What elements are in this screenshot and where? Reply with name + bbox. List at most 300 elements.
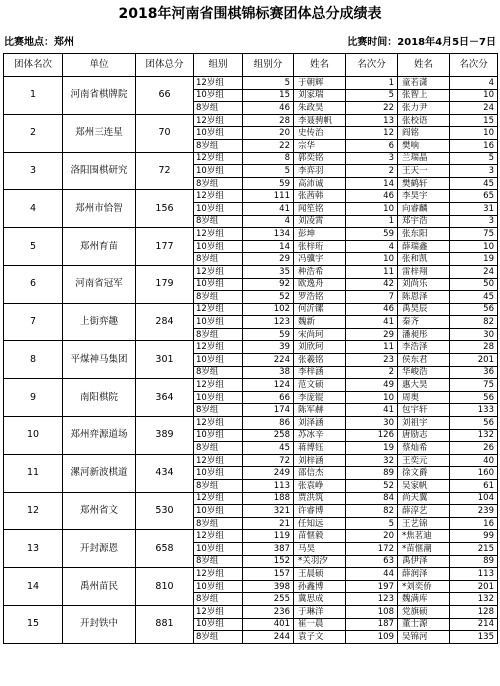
group-cell: 12岁组 <box>194 530 243 543</box>
rank-score-cell: 132 <box>450 593 498 606</box>
player-name-cell: 张力尹 <box>398 102 450 115</box>
player-name-cell: 张东阳 <box>398 228 450 241</box>
player-name-cell: 华峻浩 <box>398 366 450 379</box>
table-row <box>4 454 498 467</box>
player-name-cell: 向睿麟 <box>398 202 450 215</box>
table-row <box>4 379 498 392</box>
group-cell: 12岁组 <box>194 303 243 316</box>
player-name-cell: 吴家帆 <box>398 480 450 493</box>
group-cell: 8岁组 <box>194 215 243 228</box>
team-unit-cell: 郑州育苗 <box>63 228 136 266</box>
team-rank-cell: 9 <box>4 379 63 417</box>
table-row <box>4 77 498 90</box>
team-rank-cell: 8 <box>4 341 63 379</box>
rank-score-cell: 135 <box>450 631 498 644</box>
rank-score-cell: 31 <box>450 202 498 215</box>
rank-score-cell: 104 <box>450 492 498 505</box>
player-name-cell: 王奕元 <box>398 454 450 467</box>
group-score-cell: 174 <box>243 404 294 417</box>
player-name-cell: 郑宇浩 <box>398 215 450 228</box>
header-cell: 团体总分 <box>136 54 194 77</box>
group-score-cell: 92 <box>243 278 294 291</box>
player-name-cell: 任知远 <box>294 517 346 530</box>
team-unit-cell: 郑州三连星 <box>63 114 136 152</box>
team-total-cell: 530 <box>136 492 194 530</box>
player-name-cell: 种浩希 <box>294 265 346 278</box>
rank-score-cell: 61 <box>450 480 498 493</box>
group-score-cell: 59 <box>243 177 294 190</box>
team-rank-cell: 5 <box>4 228 63 266</box>
rank-score-cell: 6 <box>346 139 398 152</box>
group-score-cell: 244 <box>243 631 294 644</box>
rank-score-cell: 3 <box>450 215 498 228</box>
group-score-cell: 5 <box>243 165 294 178</box>
player-name-cell: 樊响 <box>398 139 450 152</box>
rank-score-cell: 10 <box>346 202 398 215</box>
group-score-cell: 249 <box>243 467 294 480</box>
player-name-cell: 马昊 <box>294 542 346 555</box>
team-unit-cell: 漯河新波棋道 <box>63 454 136 492</box>
rank-score-cell: 172 <box>346 542 398 555</box>
player-name-cell: 刘梓涵 <box>294 454 346 467</box>
rank-score-cell: 56 <box>450 417 498 430</box>
rank-score-cell: 5 <box>450 152 498 165</box>
rank-score-cell: 108 <box>346 605 398 618</box>
rank-score-cell: 12 <box>346 127 398 140</box>
rank-score-cell: 29 <box>346 328 398 341</box>
player-name-cell: 吴锦河 <box>398 631 450 644</box>
player-name-cell: 张梓珩 <box>294 240 346 253</box>
group-cell: 10岁组 <box>194 240 243 253</box>
group-cell: 10岁组 <box>194 429 243 442</box>
group-score-cell: 102 <box>243 303 294 316</box>
rank-score-cell: 109 <box>346 631 398 644</box>
rank-score-cell: 11 <box>346 341 398 354</box>
results-table <box>3 53 498 644</box>
group-score-cell: 35 <box>243 265 294 278</box>
player-name-cell: 陈军赫 <box>294 404 346 417</box>
rank-score-cell: 239 <box>450 505 498 518</box>
header-cell: 姓名 <box>294 54 346 77</box>
player-name-cell: 高沛诚 <box>294 177 346 190</box>
player-name-cell: 冀思成 <box>294 593 346 606</box>
rank-score-cell: 26 <box>450 442 498 455</box>
rank-score-cell: 2 <box>346 366 398 379</box>
rank-score-cell: 15 <box>450 114 498 127</box>
group-cell: 8岁组 <box>194 631 243 644</box>
player-name-cell: *苗惬潮 <box>398 542 450 555</box>
team-rank-cell: 6 <box>4 265 63 303</box>
player-name-cell: 崔一晨 <box>294 618 346 631</box>
header-cell: 名次分 <box>450 54 498 77</box>
team-total-cell: 177 <box>136 228 194 266</box>
rank-score-cell: 214 <box>450 618 498 631</box>
rank-score-cell: 56 <box>450 303 498 316</box>
table-row <box>4 341 498 354</box>
group-cell: 12岁组 <box>194 265 243 278</box>
group-cell: 12岁组 <box>194 417 243 430</box>
team-rank-cell: 1 <box>4 77 63 115</box>
header-cell: 组别分 <box>243 54 294 77</box>
player-name-cell: 唐励志 <box>398 429 450 442</box>
rank-score-cell: 32 <box>346 454 398 467</box>
group-score-cell: 258 <box>243 429 294 442</box>
rank-score-cell: 20 <box>346 530 398 543</box>
player-name-cell: 阎铭 <box>398 127 450 140</box>
team-unit-cell: 南阳棋院 <box>63 379 136 417</box>
group-score-cell: 15 <box>243 89 294 102</box>
group-score-cell: 401 <box>243 618 294 631</box>
rank-score-cell: 1 <box>346 215 398 228</box>
player-name-cell: 张茜韩 <box>294 190 346 203</box>
header-cell: 组别 <box>194 54 243 77</box>
team-rank-cell: 12 <box>4 492 63 530</box>
rank-score-cell: 4 <box>450 77 498 90</box>
team-total-cell: 70 <box>136 114 194 152</box>
rank-score-cell: 24 <box>450 102 498 115</box>
group-score-cell: 387 <box>243 542 294 555</box>
rank-score-cell: 23 <box>346 354 398 367</box>
rank-score-cell: 45 <box>450 177 498 190</box>
player-name-cell: 刘祖宇 <box>398 417 450 430</box>
group-cell: 12岁组 <box>194 77 243 90</box>
rank-score-cell: 42 <box>346 278 398 291</box>
team-total-cell: 881 <box>136 605 194 643</box>
rank-score-cell: 132 <box>450 429 498 442</box>
group-score-cell: 39 <box>243 341 294 354</box>
group-score-cell: 59 <box>243 328 294 341</box>
player-name-cell: 张智上 <box>398 89 450 102</box>
player-name-cell: *刘奕侨 <box>398 580 450 593</box>
group-score-cell: 398 <box>243 580 294 593</box>
player-name-cell: 党旗硕 <box>398 605 450 618</box>
rank-score-cell: 99 <box>450 530 498 543</box>
header-cell: 团体名次 <box>4 54 63 77</box>
player-name-cell: 于琳洋 <box>294 605 346 618</box>
rank-score-cell: 65 <box>450 190 498 203</box>
player-name-cell: 董士源 <box>398 618 450 631</box>
group-score-cell: 236 <box>243 605 294 618</box>
player-name-cell: 宋尚珂 <box>294 328 346 341</box>
player-name-cell: 史传治 <box>294 127 346 140</box>
team-total-cell: 179 <box>136 265 194 303</box>
player-name-cell: 魏新 <box>294 316 346 329</box>
group-score-cell: 134 <box>243 228 294 241</box>
rank-score-cell: 44 <box>346 568 398 581</box>
team-rank-cell: 10 <box>4 417 63 455</box>
group-cell: 12岁组 <box>194 190 243 203</box>
player-name-cell: *关羽汐 <box>294 555 346 568</box>
table-row <box>4 530 498 543</box>
player-name-cell: 邵信杰 <box>294 467 346 480</box>
rank-score-cell: 128 <box>450 605 498 618</box>
player-name-cell: 欧逸舟 <box>294 278 346 291</box>
player-name-cell: 罗浩铭 <box>294 291 346 304</box>
player-name-cell: 李梓涵 <box>294 366 346 379</box>
rank-score-cell: 5 <box>346 89 398 102</box>
team-unit-cell: 郑州市恰智 <box>63 190 136 228</box>
group-score-cell: 41 <box>243 202 294 215</box>
player-name-cell: 兰瑞晶 <box>398 152 450 165</box>
rank-score-cell: 30 <box>346 417 398 430</box>
rank-score-cell: 5 <box>346 517 398 530</box>
team-rank-cell: 13 <box>4 530 63 568</box>
group-cell: 8岁组 <box>194 328 243 341</box>
table-row <box>4 190 498 203</box>
header-cell: 单位 <box>63 54 136 77</box>
group-score-cell: 111 <box>243 190 294 203</box>
group-cell: 10岁组 <box>194 354 243 367</box>
rank-score-cell: 4 <box>346 240 398 253</box>
group-cell: 8岁组 <box>194 366 243 379</box>
team-total-cell: 810 <box>136 568 194 606</box>
rank-score-cell: 11 <box>346 265 398 278</box>
player-name-cell: 李弈羽 <box>294 165 346 178</box>
rank-score-cell: 75 <box>450 379 498 392</box>
rank-score-cell: 10 <box>450 127 498 140</box>
team-total-cell: 658 <box>136 530 194 568</box>
group-cell: 8岁组 <box>194 442 243 455</box>
group-cell: 10岁组 <box>194 316 243 329</box>
group-score-cell: 14 <box>243 240 294 253</box>
group-score-cell: 255 <box>243 593 294 606</box>
rank-score-cell: 160 <box>450 467 498 480</box>
team-rank-cell: 4 <box>4 190 63 228</box>
team-unit-cell: 上街弈趣 <box>63 303 136 341</box>
team-unit-cell: 开封源恩 <box>63 530 136 568</box>
player-name-cell: 蒋博钰 <box>294 442 346 455</box>
group-cell: 12岁组 <box>194 341 243 354</box>
group-cell: 12岁组 <box>194 379 243 392</box>
group-cell: 10岁组 <box>194 467 243 480</box>
rank-score-cell: 22 <box>346 102 398 115</box>
rank-score-cell: 46 <box>346 190 398 203</box>
player-name-cell: 张袁峥 <box>294 480 346 493</box>
player-name-cell: 禹伊泽 <box>398 555 450 568</box>
group-cell: 12岁组 <box>194 605 243 618</box>
group-score-cell: 188 <box>243 492 294 505</box>
player-name-cell: 刘泽涵 <box>294 417 346 430</box>
team-total-cell: 389 <box>136 417 194 455</box>
rank-score-cell: 3 <box>450 165 498 178</box>
player-name-cell: 刘凌霄 <box>294 215 346 228</box>
team-unit-cell: 禹州苗民 <box>63 568 136 606</box>
player-name-cell: 包宇轩 <box>398 404 450 417</box>
rank-score-cell: 24 <box>450 265 498 278</box>
group-cell: 8岁组 <box>194 102 243 115</box>
header-cell: 姓名 <box>398 54 450 77</box>
team-total-cell: 301 <box>136 341 194 379</box>
player-name-cell: 徐文爵 <box>398 467 450 480</box>
group-cell: 8岁组 <box>194 517 243 530</box>
rank-score-cell: 197 <box>346 580 398 593</box>
player-name-cell: 何沂镙 <box>294 303 346 316</box>
team-total-cell: 364 <box>136 379 194 417</box>
table-row <box>4 303 498 316</box>
player-name-cell: 郭奕铭 <box>294 152 346 165</box>
player-name-cell: 陈恩泽 <box>398 291 450 304</box>
rank-score-cell: 16 <box>450 517 498 530</box>
group-cell: 10岁组 <box>194 542 243 555</box>
group-score-cell: 86 <box>243 417 294 430</box>
page-title: 2018年河南省围棋锦标赛团体总分成绩表 <box>118 6 382 22</box>
rank-score-cell: 49 <box>346 379 398 392</box>
rank-score-cell: 52 <box>346 480 398 493</box>
player-name-cell: 刘尚乐 <box>398 278 450 291</box>
rank-score-cell: 13 <box>346 114 398 127</box>
group-score-cell: 21 <box>243 517 294 530</box>
rank-score-cell: 123 <box>346 593 398 606</box>
team-total-cell: 156 <box>136 190 194 228</box>
rank-score-cell: 36 <box>450 366 498 379</box>
rank-score-cell: 28 <box>450 341 498 354</box>
group-cell: 12岁组 <box>194 228 243 241</box>
player-name-cell: 蔡灿希 <box>398 442 450 455</box>
group-score-cell: 45 <box>243 442 294 455</box>
player-name-cell: 秦齐 <box>398 316 450 329</box>
rank-score-cell: 7 <box>346 291 398 304</box>
rank-score-cell: 201 <box>450 354 498 367</box>
group-score-cell: 28 <box>243 114 294 127</box>
rank-score-cell: 45 <box>450 291 498 304</box>
player-name-cell: 李浩泽 <box>398 341 450 354</box>
player-name-cell: 李庞锟 <box>294 391 346 404</box>
group-score-cell: 52 <box>243 291 294 304</box>
team-rank-cell: 15 <box>4 605 63 643</box>
player-name-cell: 李昊宇 <box>398 190 450 203</box>
rank-score-cell: 50 <box>450 278 498 291</box>
player-name-cell: 范文硕 <box>294 379 346 392</box>
player-name-cell: 薛瑞鑫 <box>398 240 450 253</box>
date-label: 比赛时间：2018年4月5日－7日 <box>347 37 496 48</box>
player-name-cell: 潘昶彤 <box>398 328 450 341</box>
rank-score-cell: 201 <box>450 580 498 593</box>
player-name-cell: 刘家瑞 <box>294 89 346 102</box>
group-cell: 12岁组 <box>194 568 243 581</box>
team-unit-cell: 河南省冠军 <box>63 265 136 303</box>
player-name-cell: 刘欣珂 <box>294 341 346 354</box>
rank-score-cell: 41 <box>346 316 398 329</box>
team-unit-cell: 开封铁中 <box>63 605 136 643</box>
header-cell: 名次分 <box>346 54 398 77</box>
rank-score-cell: 46 <box>346 303 398 316</box>
group-cell: 8岁组 <box>194 177 243 190</box>
player-name-cell: 雷梓翔 <box>398 265 450 278</box>
player-name-cell: 惠大昊 <box>398 379 450 392</box>
group-score-cell: 22 <box>243 139 294 152</box>
rank-score-cell: 2 <box>346 165 398 178</box>
player-name-cell: 许睿博 <box>294 505 346 518</box>
rank-score-cell: 89 <box>346 467 398 480</box>
group-score-cell: 224 <box>243 354 294 367</box>
player-name-cell: 张校语 <box>398 114 450 127</box>
rank-score-cell: 40 <box>450 454 498 467</box>
rank-score-cell: 82 <box>346 505 398 518</box>
group-cell: 10岁组 <box>194 89 243 102</box>
player-name-cell: 王天一 <box>398 165 450 178</box>
team-unit-cell: 郑州省文 <box>63 492 136 530</box>
group-score-cell: 72 <box>243 454 294 467</box>
group-cell: 10岁组 <box>194 278 243 291</box>
table-row <box>4 114 498 127</box>
group-cell: 10岁组 <box>194 391 243 404</box>
rank-score-cell: 133 <box>450 404 498 417</box>
team-rank-cell: 3 <box>4 152 63 190</box>
group-score-cell: 113 <box>243 480 294 493</box>
group-cell: 10岁组 <box>194 505 243 518</box>
rank-score-cell: 56 <box>450 391 498 404</box>
player-name-cell: 尚天翼 <box>398 492 450 505</box>
rank-score-cell: 19 <box>450 253 498 266</box>
player-name-cell: 禹昊辰 <box>398 303 450 316</box>
player-name-cell: 冯骥宇 <box>294 253 346 266</box>
player-name-cell: 袁子文 <box>294 631 346 644</box>
group-cell: 10岁组 <box>194 618 243 631</box>
group-score-cell: 124 <box>243 379 294 392</box>
player-name-cell: 王晨硕 <box>294 568 346 581</box>
team-total-cell: 66 <box>136 77 194 115</box>
group-score-cell: 38 <box>243 366 294 379</box>
venue-label: 比赛地点：郑州 <box>4 37 74 48</box>
rank-score-cell: 89 <box>450 555 498 568</box>
rank-score-cell: 3 <box>346 152 398 165</box>
rank-score-cell: 126 <box>346 429 398 442</box>
team-total-cell: 434 <box>136 454 194 492</box>
player-name-cell: 侯东君 <box>398 354 450 367</box>
group-score-cell: 5 <box>243 77 294 90</box>
table-row <box>4 605 498 618</box>
group-score-cell: 157 <box>243 568 294 581</box>
group-score-cell: 29 <box>243 253 294 266</box>
table-row <box>4 568 498 581</box>
group-score-cell: 4 <box>243 215 294 228</box>
group-score-cell: 20 <box>243 127 294 140</box>
rank-score-cell: 75 <box>450 228 498 241</box>
group-cell: 12岁组 <box>194 454 243 467</box>
rank-score-cell: 16 <box>450 139 498 152</box>
group-cell: 8岁组 <box>194 555 243 568</box>
group-cell: 8岁组 <box>194 404 243 417</box>
player-name-cell: 周奥 <box>398 391 450 404</box>
group-score-cell: 66 <box>243 391 294 404</box>
team-total-cell: 284 <box>136 303 194 341</box>
rank-score-cell: 187 <box>346 618 398 631</box>
group-cell: 8岁组 <box>194 480 243 493</box>
rank-score-cell: 10 <box>450 240 498 253</box>
group-cell: 10岁组 <box>194 202 243 215</box>
group-cell: 12岁组 <box>194 492 243 505</box>
rank-score-cell: 10 <box>346 253 398 266</box>
player-name-cell: 于朝辉 <box>294 77 346 90</box>
group-cell: 12岁组 <box>194 152 243 165</box>
group-score-cell: 123 <box>243 316 294 329</box>
rank-score-cell: 19 <box>346 442 398 455</box>
player-name-cell: 薛润泽 <box>398 568 450 581</box>
table-row <box>4 265 498 278</box>
team-rank-cell: 7 <box>4 303 63 341</box>
player-name-cell: 朱政昊 <box>294 102 346 115</box>
player-name-cell: 李聂骋帆 <box>294 114 346 127</box>
player-name-cell: 彭坤 <box>294 228 346 241</box>
group-cell: 8岁组 <box>194 291 243 304</box>
group-cell: 8岁组 <box>194 593 243 606</box>
rank-score-cell: 82 <box>450 316 498 329</box>
rank-score-cell: 30 <box>450 328 498 341</box>
rank-score-cell: 14 <box>346 177 398 190</box>
player-name-cell: 贾洪筑 <box>294 492 346 505</box>
player-name-cell: 王艺锦 <box>398 517 450 530</box>
rank-score-cell: 84 <box>346 492 398 505</box>
